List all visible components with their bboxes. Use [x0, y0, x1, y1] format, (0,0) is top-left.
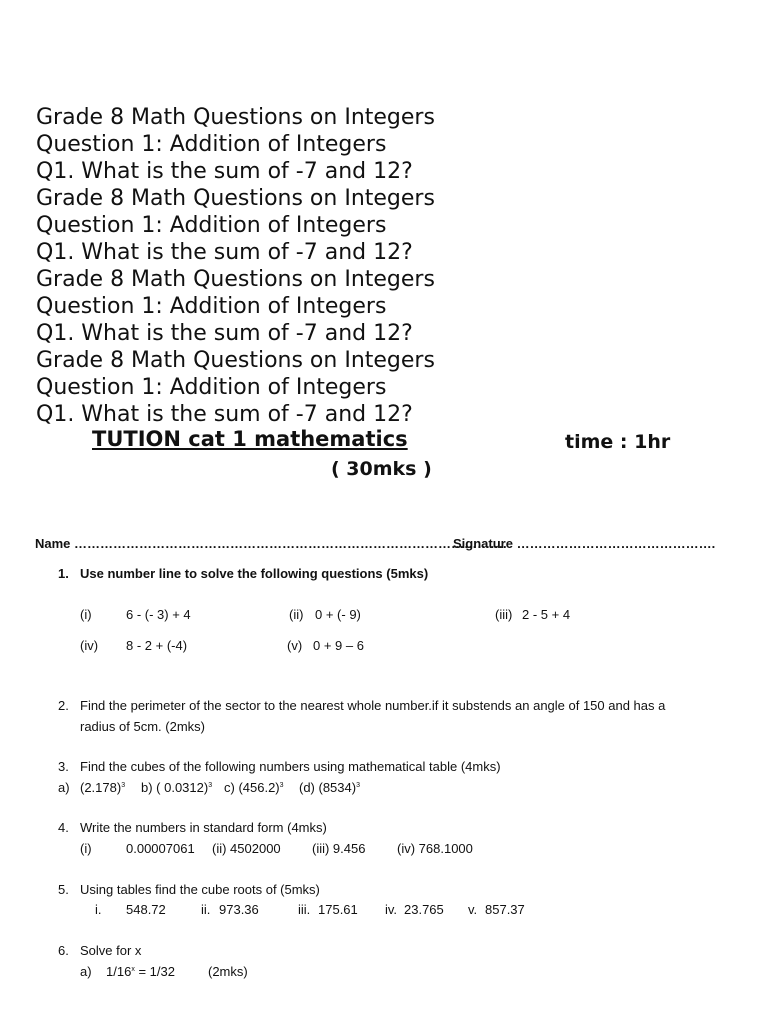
q1-part-expr: 2 - 5 + 4	[522, 607, 571, 622]
exam-total-marks: ( 30mks )	[331, 458, 432, 480]
header-text-block	[36, 104, 736, 428]
q4-text: Write the numbers in standard form (4mks)	[80, 820, 327, 835]
q5-item-label: ii.	[201, 902, 211, 917]
q6-marks: (2mks)	[208, 964, 248, 979]
signature-field: Signature ……………………………………….	[453, 536, 716, 551]
q5-item-label: iv.	[385, 902, 398, 917]
q2-text-line2: radius of 5cm. (2mks)	[80, 719, 205, 734]
q5-number: 5.	[58, 882, 69, 897]
q5-item-label: v.	[468, 902, 478, 917]
header-line: Q1. What is the sum of -7 and 12?	[36, 240, 413, 265]
header-line: Q1. What is the sum of -7 and 12?	[36, 321, 413, 346]
q5-item-label: iii.	[298, 902, 311, 917]
q3-text: Find the cubes of the following numbers using mathematical table (4mks)	[80, 759, 501, 774]
q2-text-line1: Find the perimeter of the sector to the nearest whole number.if it substends an angle of 150 and has a	[80, 698, 666, 713]
q4-item: 0.00007061	[126, 841, 195, 856]
header-line: Grade 8 Math Questions on Integers	[36, 267, 435, 292]
name-field: Name ……………………………………………………………………………………….	[35, 536, 507, 551]
q4-item: (ii) 4502000	[212, 841, 281, 856]
q3-number: 3.	[58, 759, 69, 774]
q5-item-value: 175.61	[318, 902, 358, 917]
q4-item-label: (i)	[80, 841, 92, 856]
header-line: Question 1: Addition of Integers	[36, 213, 387, 238]
header-line: Grade 8 Math Questions on Integers	[36, 105, 435, 130]
q3-item: $(2.178)^3$	[80, 780, 126, 795]
q3-item: (d) $(8534)^3$	[299, 780, 360, 795]
header-line: Grade 8 Math Questions on Integers	[36, 186, 435, 211]
q4-number: 4.	[58, 820, 69, 835]
q5-item-value: 973.36	[219, 902, 259, 917]
q5-item-label: i.	[95, 902, 102, 917]
q1-part-label: (v)	[287, 638, 303, 653]
header-line: Question 1: Addition of Integers	[36, 375, 387, 400]
q1-part-label: (ii)	[289, 607, 304, 622]
q3-item: c) $(456.2)^3$	[224, 780, 284, 795]
q3-item: b) ( 0.0312)$^3$	[141, 780, 213, 795]
q6-sub-label: a)	[80, 964, 92, 979]
q1-part-label: (i)	[80, 607, 92, 622]
header-line: Question 1: Addition of Integers	[36, 294, 387, 319]
header-line: Q1. What is the sum of -7 and 12?	[36, 402, 413, 427]
q5-item-value: 23.765	[404, 902, 444, 917]
q6-number: 6.	[58, 943, 69, 958]
q1-part-label: (iii)	[495, 607, 513, 622]
q5-text: Using tables find the cube roots of (5mks)	[80, 882, 320, 897]
q1-part-label: (iv)	[80, 638, 99, 653]
q2-number: 2.	[58, 698, 69, 713]
exam-time: time : 1hr	[565, 431, 671, 453]
header-line: Grade 8 Math Questions on Integers	[36, 348, 435, 373]
q4-item: (iv) 768.1000	[397, 841, 473, 856]
q5-item-value: 548.72	[126, 902, 166, 917]
q3-sub-label: a)	[58, 780, 70, 795]
q6-text: Solve for x	[80, 943, 142, 958]
q1-number: 1.	[58, 566, 69, 581]
header-line: Question 1: Addition of Integers	[36, 132, 387, 157]
q1-part-expr: 6 - (- 3) + 4	[126, 607, 191, 622]
title-row	[0, 427, 768, 457]
exam-title: TUTION cat 1 mathematics	[92, 427, 408, 451]
q6-equation: 1/16$^x$ = 1/32	[106, 964, 175, 979]
q5-item-value: 857.37	[485, 902, 525, 917]
q1-part-expr: 8 - 2 + (-4)	[126, 638, 188, 653]
q1-part-expr: 0 + 9 – 6	[313, 638, 364, 653]
q4-item: (iii) 9.456	[312, 841, 366, 856]
header-line: Q1. What is the sum of -7 and 12?	[36, 159, 413, 184]
q1-part-expr: 0 + (- 9)	[315, 607, 361, 622]
q1-text: Use number line to solve the following questions (5mks)	[80, 566, 429, 581]
